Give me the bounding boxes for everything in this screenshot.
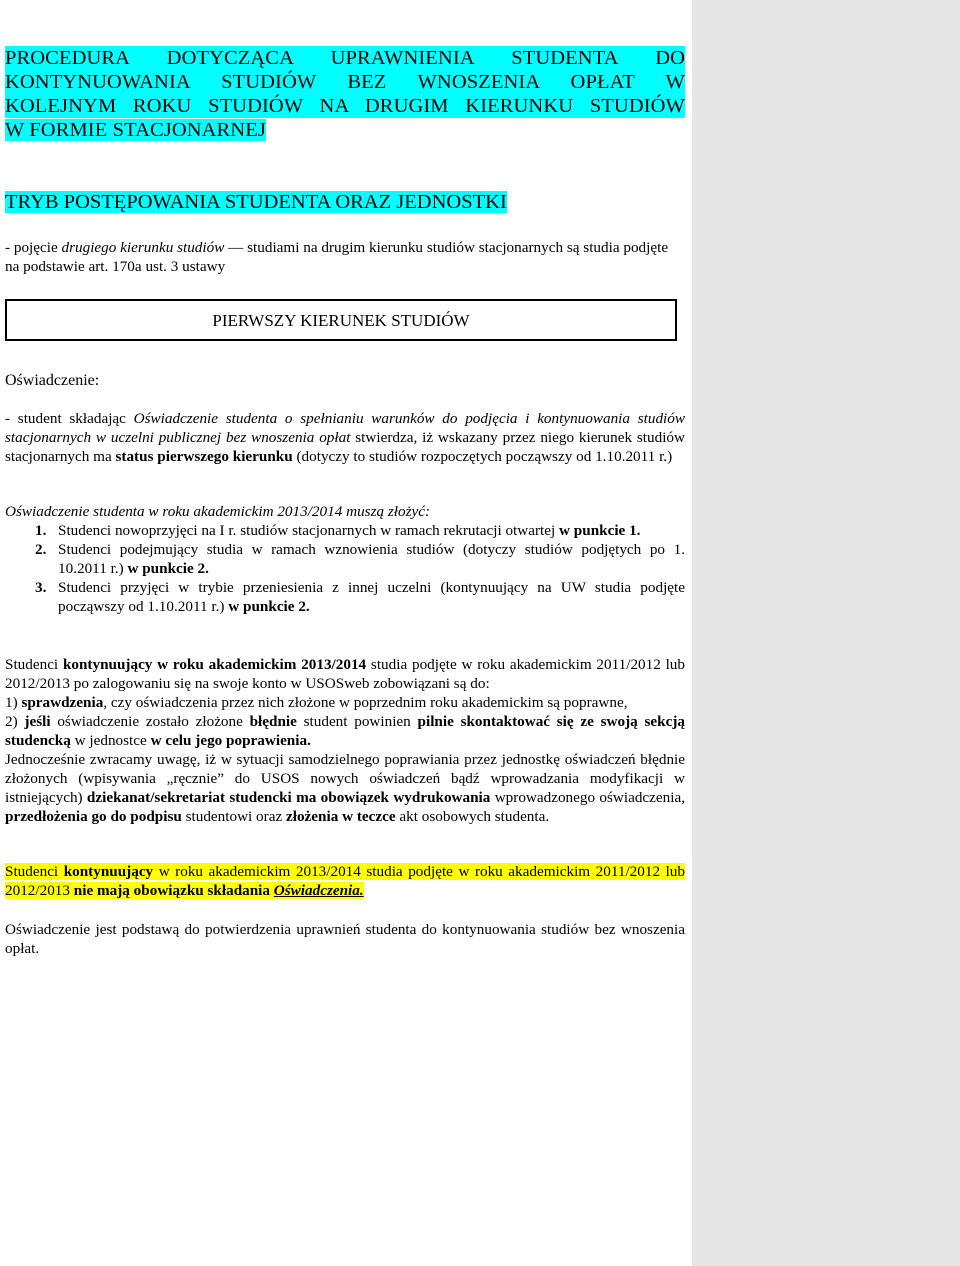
para1-part3: stwierdza, iż wskazany przez niego kierunek studiów stacjonarnych ma xyxy=(5,429,685,465)
para2-line-c xyxy=(5,712,685,750)
document-title xyxy=(5,46,685,142)
para2-a3: studia podjęte w roku akademickim 2011/2012 lub 2012/2013 po zalogowaniu się na swoje konto w USOSweb zobowiązani są do: xyxy=(5,656,685,692)
para3-a1: Studenci xyxy=(5,863,64,880)
para1-part1: - student składając xyxy=(5,410,134,427)
list-item-text: Studenci podejmujący studia w ramach wznowienia studiów (dotyczy studiów podjętych po 1. 10.2011 r.) xyxy=(58,541,685,577)
def-prefix: - pojęcie xyxy=(5,239,62,256)
title-line-4: W FORMIE STACJONARNEJ xyxy=(5,119,266,141)
list-item-number: 1. xyxy=(35,522,47,539)
list-item-bold: w punkcie 1. xyxy=(559,522,641,539)
first-major-label: PIERWSZY KIERUNEK STUDIÓW xyxy=(212,310,470,330)
subtitle-text: TRYB POSTĘPOWANIA STUDENTA ORAZ JEDNOSTKI xyxy=(5,191,507,213)
def-dash: — xyxy=(224,239,248,256)
para3-highlight xyxy=(5,863,685,899)
declaration-paragraph xyxy=(5,409,685,466)
para1-part5: (dotyczy to studiów rozpoczętych począwszy od 1.10.2011 r.) xyxy=(292,448,673,465)
para2-d5: studentowi oraz xyxy=(181,808,286,825)
def-text: studiami na drugim kierunku studiów stacjonarnych są studia podjęte na podstawie art. 170a ust. 3 ustawy xyxy=(5,239,669,275)
comment-margin-panel xyxy=(692,0,960,1266)
para1-status: status pierwszego kierunku xyxy=(115,448,293,465)
para2-c2: jeśli xyxy=(24,713,51,730)
must-submit-heading: Oświadczenie studenta w roku akademickim 2013/2014 muszą złożyć: xyxy=(5,503,431,520)
title-line-3: KOLEJNYM ROKU STUDIÓW NA DRUGIM KIERUNKU STUDIÓW xyxy=(5,95,685,117)
para2-c7: w jednostce xyxy=(70,732,151,749)
continuing-students-paragraph xyxy=(5,655,685,826)
list-item-text: Studenci nowoprzyjęci na I r. studiów stacjonarnych w ramach rekrutacji otwartej xyxy=(58,522,560,539)
title-line-4-wrap xyxy=(5,118,685,142)
para3-a3: w roku akademickim 2013/2014 studia podjęte w roku akademickim 2011/2012 lub 2012/2013 xyxy=(5,863,685,899)
list-item xyxy=(5,540,685,578)
para2-b3: , czy oświadczenia przez nich złożone w poprzednim roku akademickim są poprawne, xyxy=(103,694,628,711)
no-obligation-paragraph xyxy=(5,862,685,900)
para2-a1: Studenci xyxy=(5,656,63,673)
para2-line-a xyxy=(5,655,685,693)
must-submit-list xyxy=(5,521,685,616)
para3-a2: kontynuujący xyxy=(63,863,154,880)
para2-c3: oświadczenie zostało złożone xyxy=(50,713,250,730)
list-item-bold: w punkcie 2. xyxy=(127,560,209,577)
list-item xyxy=(5,521,685,540)
para1-form-title: Oświadczenie studenta o spełnianiu warunków do podjęcia i kontynuowania studiów stacjonarnych w uczelni publicznej bez wnoszenia opłat xyxy=(5,410,685,446)
list-item-number: 3. xyxy=(35,579,47,596)
basis-paragraph: Oświadczenie jest podstawą do potwierdzenia uprawnień studenta do kontynuowania studiów bez wnoszenia opłat. xyxy=(5,921,685,957)
para2-c5: student powinien xyxy=(296,713,418,730)
list-item-bold: w punkcie 2. xyxy=(228,598,310,615)
declaration-heading: Oświadczenie: xyxy=(5,372,100,389)
definition-paragraph xyxy=(5,238,685,276)
para2-d7: akt osobowych studenta. xyxy=(395,808,550,825)
list-item-text: Studenci przyjęci w trybie przeniesienia z innej uczelni (kontynuujący na UW studia podjęte począwszy od 1.10.2011 r.) xyxy=(58,579,685,615)
para2-b2: sprawdzenia xyxy=(21,694,104,711)
list-item-number: 2. xyxy=(35,541,47,558)
para2-c4: błędnie xyxy=(249,713,297,730)
list-item xyxy=(5,578,685,616)
para2-c1: 2) xyxy=(5,713,25,730)
para2-c8: w celu jego poprawienia. xyxy=(150,732,311,749)
para2-d4: przedłożenia go do podpisu xyxy=(5,808,182,825)
def-term: drugiego kierunku studiów xyxy=(61,239,225,256)
para2-d3: wprowadzonego oświadczenia, xyxy=(490,789,685,806)
para2-d1: Jednocześnie zwracamy uwagę, iż w sytuacji samodzielnego poprawiania przez jednostkę oświadczeń błędnie złożonych (wpisywania „ręcznie” do USOS nowych oświadczeń bądź wprowadzania modyfikacji w istniejących) xyxy=(5,751,685,806)
para2-a2: kontynuujący w roku akademickim 2013/2014 xyxy=(62,656,367,673)
para3-a5: Oświadczenia. xyxy=(273,882,364,899)
para3-a4: nie mają obowiązku składania xyxy=(73,882,274,899)
para2-c6: pilnie skontaktować się ze swoją sekcją studencką xyxy=(5,713,685,749)
para2-line-b xyxy=(5,693,685,712)
title-line-2: KONTYNUOWANIA STUDIÓW BEZ WNOSZENIA OPŁAT W xyxy=(5,71,685,93)
first-major-box xyxy=(5,299,677,341)
title-line-1: PROCEDURA DOTYCZĄCA UPRAWNIENIA STUDENTA DO xyxy=(5,47,685,69)
para2-line-d xyxy=(5,750,685,826)
para2-d2: dziekanat/sekretariat studencki ma obowiązek wydrukowania xyxy=(86,789,491,806)
section-subtitle xyxy=(5,190,685,214)
para2-d6: złożenia w teczce xyxy=(286,808,396,825)
para2-b1: 1) xyxy=(5,694,22,711)
